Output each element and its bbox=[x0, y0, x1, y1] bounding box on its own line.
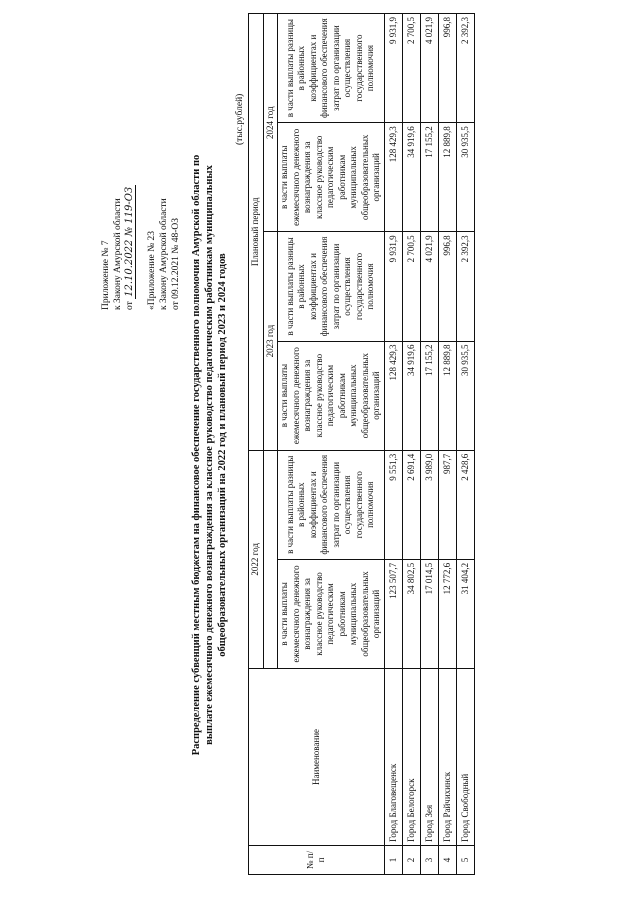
unit-label: (тыс.рублей) bbox=[235, 93, 245, 145]
document-title bbox=[190, 85, 229, 825]
cell-value: 123 507,7 bbox=[384, 559, 402, 668]
cell-value: 31 404,2 bbox=[456, 559, 474, 668]
cell-value: 4 021,9 bbox=[420, 14, 438, 123]
cell-value: 2 700,5 bbox=[402, 14, 420, 123]
cell-value: 17 155,2 bbox=[420, 341, 438, 450]
appendix-original-law: к Закону Амурской области bbox=[159, 198, 169, 310]
header-2024-coefficient: в части выплаты разницы в районных коэффициентах и финансового обеспечения затрат по организации осуществления государственного полномочия bbox=[278, 14, 385, 123]
header-name: Наименование bbox=[249, 669, 385, 846]
row-number: 3 bbox=[420, 846, 438, 875]
appendix-date-line bbox=[124, 185, 136, 310]
cell-value: 30 935,5 bbox=[456, 341, 474, 450]
cell-value: 996,8 bbox=[438, 232, 456, 341]
header-2024-salary: в части выплаты ежемесячного денежного вознаграждения за классное руководство педагогическим работникам муниципальных общеобразовательных организаций bbox=[278, 123, 385, 232]
row-name: Город Белогорск bbox=[402, 669, 420, 846]
cell-value: 2 392,3 bbox=[456, 232, 474, 341]
table-row bbox=[420, 14, 438, 875]
table-row bbox=[456, 14, 474, 875]
header-2022-salary: в части выплаты ежемесячного денежного вознаграждения за классное руководство педагогическим работникам муниципальных общеобразовательных организаций bbox=[278, 559, 385, 668]
cell-value: 4 021,9 bbox=[420, 232, 438, 341]
row-number: 1 bbox=[384, 846, 402, 875]
cell-value: 996,8 bbox=[438, 14, 456, 123]
table-row bbox=[402, 14, 420, 875]
cell-value: 17 155,2 bbox=[420, 123, 438, 232]
header-2023-salary: в части выплаты ежемесячного денежного вознаграждения за классное руководство педагогическим работникам муниципальных общеобразовательных организаций bbox=[278, 341, 385, 450]
appendix-header bbox=[100, 185, 182, 310]
header-year-2022: 2022 год bbox=[249, 450, 264, 668]
handwritten-date-number: 12.10.2022 № 119-ОЗ bbox=[124, 186, 135, 297]
cell-value: 12 889,8 bbox=[438, 341, 456, 450]
cell-value: 12 889,8 bbox=[438, 123, 456, 232]
title-line: Распределение субвенций местным бюджетам на финансовое обеспечение государственного полномочия Амурской области по bbox=[191, 154, 202, 756]
appendix-number: Приложение № 7 bbox=[101, 240, 111, 310]
title-line: выплате ежемесячного денежного вознаграждения за классное руководство педагогическим работникам муниципальных bbox=[204, 165, 215, 745]
cell-value: 2 700,5 bbox=[402, 232, 420, 341]
row-number: 2 bbox=[402, 846, 420, 875]
row-number: 5 bbox=[456, 846, 474, 875]
cell-value: 128 429,3 bbox=[384, 123, 402, 232]
cell-value: 9 931,9 bbox=[384, 14, 402, 123]
appendix-law: к Закону Амурской области bbox=[113, 198, 123, 310]
row-name: Город Райчихинск bbox=[438, 669, 456, 846]
row-name: Город Зея bbox=[420, 669, 438, 846]
cell-value: 2 691,4 bbox=[402, 450, 420, 559]
title-line: общеобразовательных организаций на 2022 год и плановый период 2023 и 2024 годов bbox=[217, 253, 228, 657]
cell-value: 34 919,6 bbox=[402, 123, 420, 232]
cell-value: 34 802,5 bbox=[402, 559, 420, 668]
table-row bbox=[384, 14, 402, 875]
row-number: 4 bbox=[438, 846, 456, 875]
subvention-table bbox=[248, 13, 475, 875]
cell-value: 9 551,3 bbox=[384, 450, 402, 559]
header-2022-coefficient: в части выплаты разницы в районных коэффициентах и финансового обеспечения затрат по организации осуществления государственного полномочия bbox=[278, 450, 385, 559]
cell-value: 128 429,3 bbox=[384, 341, 402, 450]
row-name: Город Благовещенск bbox=[384, 669, 402, 846]
header-year-2024: 2024 год bbox=[263, 14, 278, 232]
cell-value: 17 014,5 bbox=[420, 559, 438, 668]
header-year-2023: 2023 год bbox=[263, 232, 278, 450]
cell-value: 2 392,3 bbox=[456, 14, 474, 123]
appendix-date-prefix: от bbox=[125, 301, 135, 310]
cell-value: 3 989,0 bbox=[420, 450, 438, 559]
appendix-original-date: от 09.12.2021 № 48-ОЗ bbox=[171, 218, 181, 310]
cell-value: 30 935,5 bbox=[456, 123, 474, 232]
appendix-original-number: «Приложение № 23 bbox=[147, 230, 157, 310]
cell-value: 987,7 bbox=[438, 450, 456, 559]
table-row bbox=[438, 14, 456, 875]
header-year-2022-stub bbox=[263, 450, 278, 668]
cell-value: 34 919,6 bbox=[402, 341, 420, 450]
cell-value: 2 428,6 bbox=[456, 450, 474, 559]
header-number: № п/п bbox=[249, 846, 385, 875]
header-planned-period: Плановый период bbox=[249, 14, 264, 451]
cell-value: 9 931,9 bbox=[384, 232, 402, 341]
row-name: Город Свободный bbox=[456, 669, 474, 846]
cell-value: 12 772,6 bbox=[438, 559, 456, 668]
header-2023-coefficient: в части выплаты разницы в районных коэффициентах и финансового обеспечения затрат по организации осуществления государственного полномочия bbox=[278, 232, 385, 341]
